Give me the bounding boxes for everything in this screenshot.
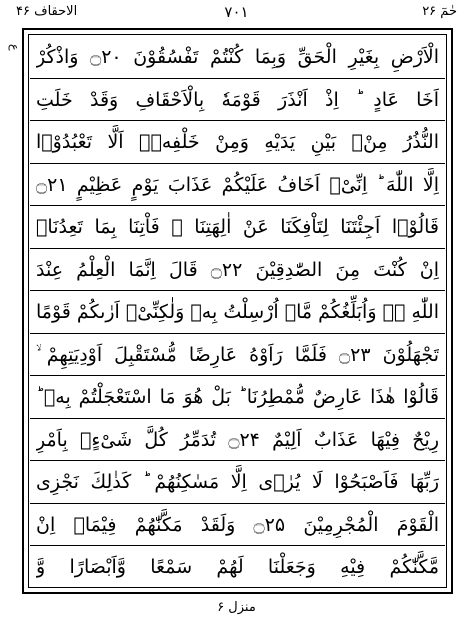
verse-line: [30, 504, 445, 547]
verse-line-text: قَالُوْا هٰذَا عَارِضٌ مُّمْطِرُنَا ؕ بَلْ هُوَ مَا اسْتَعْجَلْتُمْ بِهٖ ؕ: [36, 386, 439, 408]
verse-line-text: مَّكَّنّٰكُمْ فِیْهِ وَجَعَلْنَا لَهُمْ سَمْعًا وَّاَبْصَارًا وَّ: [36, 556, 439, 578]
verse-line-text: اَخَا عَادٍ ؕ اِذْ اَنْذَرَ قَوْمَهٗ بِالْاَحْقَافِ وَقَدْ خَلَتِ: [36, 88, 439, 111]
verse-line-text: قَالُوْۤا اَجِئْتَنَا لِتَاْفِكَنَا عَنْ اٰلِهَتِنَا ۚ فَاْتِنَا بِمَا تَعِدُنَاۤ: [36, 216, 439, 238]
verse-line-text: اللّٰهِ ۖؗ وَاُبَلِّغُكُمْ مَّاۤ اُرْسِلْتُ بِهٖ وَلٰكِنِّیْۤ اَرٰىكُمْ قَوْمًا: [36, 301, 439, 323]
verse-line-text: النُّذُرُ مِنْۢ بَیْنِ یَدَیْهِ وَمِنْ خَلْفِهٖۤ اَلَّا تَعْبُدُوْۤا: [36, 131, 439, 153]
ruku-margin-mark: ع: [8, 43, 21, 51]
manzil-footer: منزل ۶: [217, 600, 256, 615]
verse-line-text: الْقَوْمَ الْمُجْرِمِیْنَ ۝۲۵ وَلَقَدْ مَكَّنّٰهُمْ فِیْمَاۤ اِنْ: [36, 513, 439, 536]
juz-name: حٰمٓ ۲۶: [422, 4, 457, 19]
verse-line: [30, 249, 445, 292]
verse-line: [30, 334, 445, 377]
verse-line: [30, 121, 445, 164]
verse-line: [30, 461, 445, 504]
verse-line: [30, 79, 445, 122]
verse-line-text: اِنْ كُنْتَ مِنَ الصّٰدِقِیْنَ ۝۲۲ قَالَ اِنَّمَا الْعِلْمُ عِنْدَ: [36, 258, 439, 281]
verse-lines: [30, 36, 445, 589]
verse-line: [30, 206, 445, 249]
verse-line: [30, 164, 445, 207]
verse-line: [30, 291, 445, 334]
page-header: [0, 0, 473, 30]
verse-line-text: رِیْحٌ فِیْهَا عَذَابٌ اَلِیْمٌ ۝۲۴ تُدَمِّرُ كُلَّ شَیْءٍۭ بِاَمْرِ: [36, 428, 439, 451]
verse-line-text: الْاَرْضِ بِغَیْرِ الْحَقِّ وَبِمَا كُنْتُمْ تَفْسُقُوْنَ ۝۲۰ وَاذْكُرْ: [36, 46, 439, 68]
verse-line-text: اِلَّا اللّٰهَ ؕ اِنِّیْۤ اَخَافُ عَلَیْكُمْ عَذَابَ یَوْمٍ عَظِیْمٍ ۝۲۱: [36, 173, 439, 196]
verse-line-text: رَبِّهَا فَاَصْبَحُوْا لَا یُرٰۤى اِلَّا مَسٰكِنُهُمْ ؕ كَذٰلِكَ نَجْزِی: [36, 471, 439, 493]
verse-line: [30, 546, 445, 589]
verse-line: [30, 419, 445, 462]
page-number: ۷۰۱: [224, 3, 249, 21]
verse-line-text: تَجْهَلُوْنَ ۝۲۳ فَلَمَّا رَاَوْهُ عَارِضًا مُّسْتَقْبِلَ اَوْدِیَتِهِمْ ۙ: [36, 343, 439, 366]
verse-line: [30, 36, 445, 79]
surah-name: الاحقاف ۴۶: [16, 4, 78, 19]
verse-line: [30, 376, 445, 419]
